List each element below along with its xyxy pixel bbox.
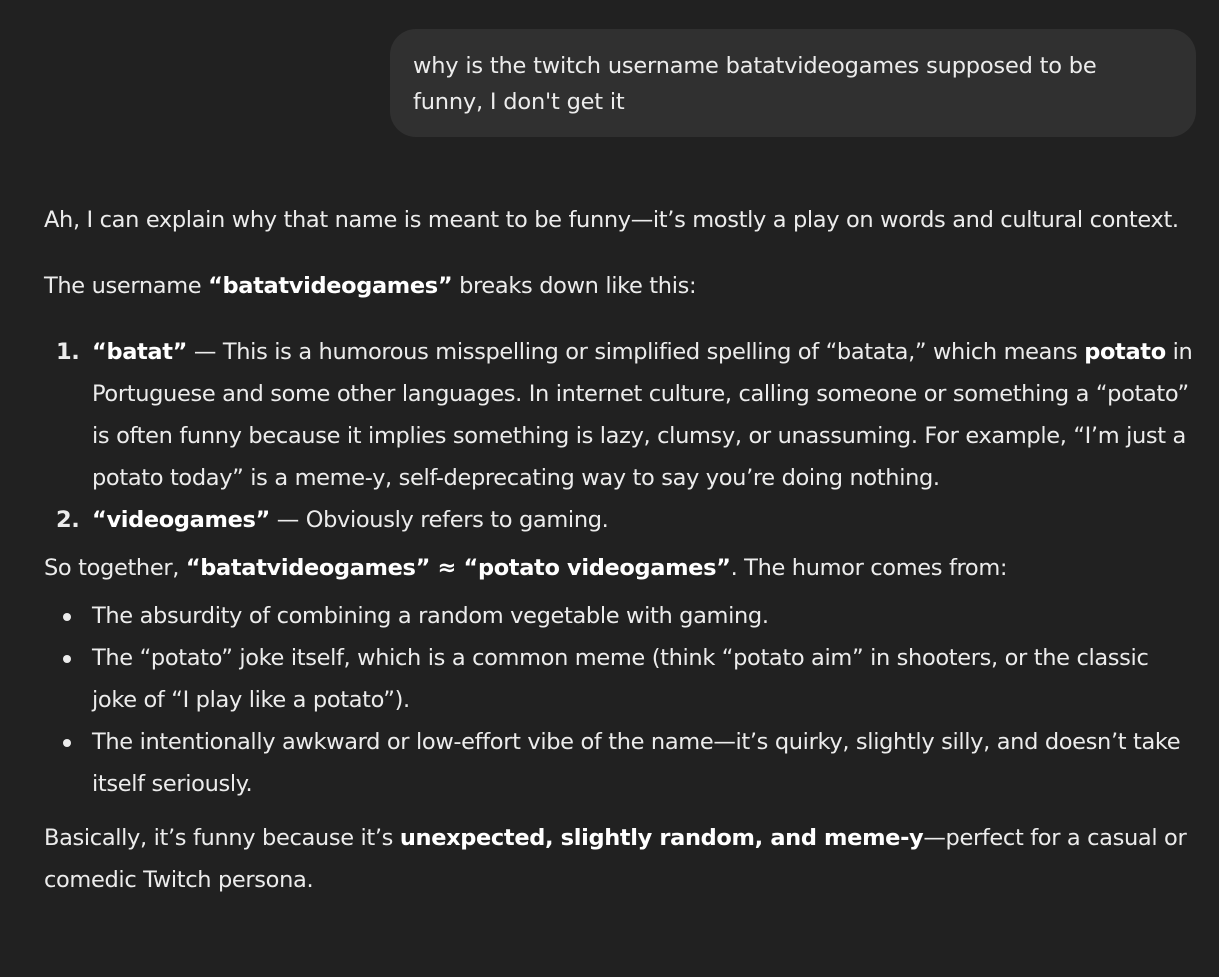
term-videogames: “videogames” — [92, 507, 270, 533]
bullet-text: The intentionally awkward or low-effort vibe of the name—it’s quirky, slightly silly, and doesn’t take itself seriously. — [92, 729, 1181, 797]
conclusion-emphasis: unexpected, slightly random, and meme-y — [399, 825, 924, 851]
user-message-line-2: funny, I don't get it — [413, 89, 625, 115]
together-equation: “batatvideogames” ≈ “potato videogames” — [185, 555, 731, 581]
breakdown-suffix: breaks down like this: — [452, 273, 697, 299]
list-number: 1. — [56, 339, 80, 365]
breakdown-username: “batatvideogames” — [208, 273, 453, 299]
user-message-line-1: why is the twitch username batatvideogames supposed to be — [413, 53, 1097, 79]
response-together — [44, 547, 1199, 589]
bullet-dot-icon — [63, 655, 71, 663]
bullet-list — [44, 595, 1199, 805]
response-conclusion — [44, 817, 1199, 901]
item-text: in Portuguese and some other languages. In internet culture, calling someone or something a “potato” is often funny because it implies something is lazy, clumsy, or unassuming. For example, “I’m just a potato today” is a meme-y, self-deprecating way to say you’re doing nothing. — [92, 339, 1193, 491]
together-prefix: So together, — [44, 555, 186, 581]
bullet-list-item — [44, 721, 1199, 805]
bullet-list-item — [44, 637, 1199, 721]
bullet-text: The absurdity of combining a random vegetable with gaming. — [92, 603, 769, 629]
numbered-list — [44, 331, 1199, 541]
response-intro: Ah, I can explain why that name is meant to be funny—it’s mostly a play on words and cultural context. — [44, 207, 1179, 233]
numbered-list-item-batat — [44, 331, 1199, 499]
item-text: — Obviously refers to gaming. — [269, 507, 609, 533]
conclusion-prefix: Basically, it’s funny because it’s — [44, 825, 400, 851]
user-message-bubble — [390, 29, 1196, 137]
term-potato: potato — [1084, 339, 1166, 365]
list-number: 2. — [56, 507, 80, 533]
bullet-dot-icon — [63, 613, 71, 621]
conclusion-suffix: —perfect for a casual or comedic Twitch persona. — [44, 825, 1187, 893]
response-breakdown-intro — [44, 265, 1199, 307]
bullet-text: The “potato” joke itself, which is a common meme (think “potato aim” in shooters, or the classic joke of “I play like a potato”). — [92, 645, 1149, 713]
bullet-list-item — [44, 595, 1199, 637]
assistant-response — [44, 199, 1199, 901]
item-text: — This is a humorous misspelling or simplified spelling of “batata,” which means — [187, 339, 1085, 365]
breakdown-prefix: The username — [44, 273, 209, 299]
bullet-dot-icon — [63, 739, 71, 747]
term-batat: “batat” — [92, 339, 188, 365]
together-suffix: . The humor comes from: — [730, 555, 1008, 581]
numbered-list-item-videogames — [44, 499, 1199, 541]
